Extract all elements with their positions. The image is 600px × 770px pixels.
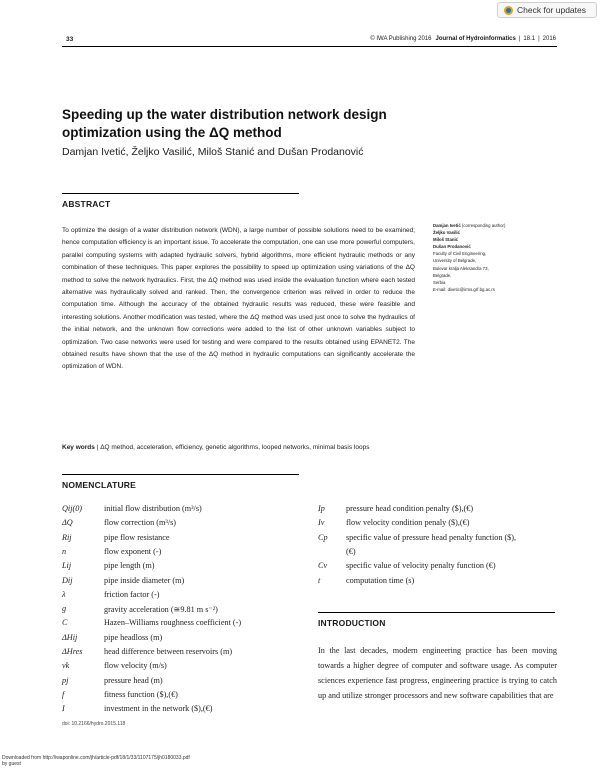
nomenclature-symbol: Cv: [318, 561, 328, 571]
doi: doi: 10.2166/hydro.2015.118: [62, 721, 126, 727]
affiliation-line: University of Belgrade,: [433, 258, 477, 264]
nomenclature-definition: friction factor (-): [104, 589, 160, 599]
nomenclature-definition: fitness function ($),(€): [104, 689, 178, 699]
footer-line-2: by guest: [2, 761, 21, 767]
nomenclature-definition: head difference between reservoirs (m): [104, 647, 233, 656]
affiliation-line: Bulevar kralja Aleksandra 73,: [433, 265, 489, 271]
affiliation-line: Željko Vasilić: [433, 230, 460, 236]
nomenclature-definition: specific value of pressure head penalty function ($),: [346, 532, 517, 542]
abstract-heading: ABSTRACT: [62, 199, 111, 209]
nomenclature-symbol: n: [62, 546, 67, 556]
journal-name: Journal of Hydroinformatics: [435, 36, 516, 42]
nomenclature-symbol: f: [62, 689, 65, 699]
nomenclature-right-column: [318, 504, 558, 604]
nomenclature-definition: flow velocity (m/s): [104, 661, 167, 671]
nomenclature-definition: gravity acceleration (≅9.81 m s⁻²): [104, 605, 218, 615]
nomenclature-symbol: vk: [62, 661, 70, 671]
nomenclature-symbol: Cp: [318, 532, 328, 542]
nomenclature-symbol: C: [62, 618, 68, 628]
nomenclature-symbol: pj: [62, 675, 69, 685]
nomenclature-definition: flow correction (m³/s): [104, 518, 177, 528]
nomenclature-definition: Hazen–Williams roughness coefficient (-): [104, 618, 242, 628]
nomenclature-symbol: Rij: [62, 532, 72, 542]
affiliation-line: Belgrade,: [433, 272, 452, 278]
nomenclature-definition: specific value of velocity penalty function (€): [346, 561, 496, 571]
affiliation-line: Miloš Stanić: [433, 237, 459, 243]
article-title: Speeding up the water distribution network design optimization using the ΔQ method: [62, 107, 387, 140]
keywords: Key words | ΔQ method, acceleration, efficiency, genetic algorithms, looped networks, minimal basis loops: [62, 444, 370, 451]
abstract-rule: [62, 193, 299, 194]
nomenclature-definition: flow velocity condition penaly ($),(€): [346, 518, 470, 528]
volume-issue: 18.1: [523, 36, 536, 42]
page-number: 33: [66, 36, 74, 43]
nomenclature-symbol: Lij: [62, 561, 72, 571]
author-affiliation: [433, 222, 568, 293]
nomenclature-heading: NOMENCLATURE: [62, 480, 137, 490]
copyright: © IWA Publishing 2016: [370, 36, 432, 42]
introduction-text: In the last decades, modern engineering practice has been moving towards a higher degree of computer and software usage. As computer sciences experience fast progress, engineering practice is trying to catch up and utilize stronger processors and new software capabilities that are: [318, 646, 557, 700]
nomenclature-symbol: ΔQ: [62, 518, 73, 528]
nomenclature-definition: pressure head condition penalty ($),(€): [346, 504, 474, 513]
affiliation-line: Dušan Prodanović: [433, 244, 471, 250]
nomenclature-symbol: λ: [62, 589, 66, 599]
introduction-rule: [318, 612, 555, 613]
crossmark-icon: [504, 6, 513, 15]
nomenclature-definition: computation time (s): [346, 575, 415, 585]
nomenclature-symbol: Ip: [318, 504, 325, 513]
nomenclature-definition: pipe length (m): [104, 561, 155, 571]
nomenclature-rule: [62, 474, 299, 475]
nomenclature-symbol: ΔHres: [62, 647, 83, 656]
download-footer: [2, 755, 190, 767]
nomenclature-symbol: Qij(0): [62, 504, 83, 513]
article-authors: Damjan Ivetić, Željko Vasilić, Miloš Stanić and Dušan Prodanović: [62, 146, 364, 158]
nomenclature-symbol: g: [62, 604, 67, 614]
affiliation-line: Faculty of Civil Engineering,: [433, 251, 487, 257]
nomenclature-symbol: Iv: [318, 518, 325, 528]
introduction-heading: INTRODUCTION: [318, 618, 386, 628]
nomenclature-definition: pipe flow resistance: [104, 532, 170, 542]
check-for-updates-button[interactable]: [497, 2, 597, 18]
affiliation-line: Damjan Ivetić (corresponding author): [433, 223, 506, 228]
nomenclature-definition: pipe inside diameter (m): [104, 575, 185, 585]
nomenclature-left-column: [62, 504, 302, 724]
nomenclature-definition: pressure head (m): [104, 675, 163, 685]
abstract-text: To optimize the design of a water distribution network (WDN), a large number of possible solutions need to be examined; hence computation efficiency is an important issue. To accelerate the computation, one can use more powerful computers, parallel computing systems with adapted hydraulic solvers, hybrid algorithms, more efficient hydraulic methods or any combination of these techniques. This paper explores the possibility to speed up optimization using variations of the ΔQ method to solve the network hydraulics. First, the ΔQ method was used inside the evaluation function where each tested alternative was hydraulically solved and ranked. Then, the convergence criterion was relived in order to reduce the computation time. Although the accuracy of the obtained hydraulic results was reduced, these were feasible and interesting solutions. Another modification was tested, where the ΔQ method was used just once to solve the hydraulics of the initial network, and the unknown flow corrections were added to the list of other unknown variables subject to optimization. Two case networks were used for testing and were compared to the results obtained using EPANET2. The obtained results have shown that the use of the ΔQ method in hydraulic computations can significantly accelerate the optimization of WDN.: [62, 227, 415, 371]
nomenclature-definition: (€): [346, 546, 356, 556]
check-for-updates-label: Check for updates: [517, 5, 586, 15]
footer-line-1: Downloaded from http://iwaponline.com/jh/article-pdf/18/1/33/1107175/jh0180033.pdf: [2, 755, 190, 761]
running-head: © IWA Publishing 2016 Journal of Hydroinformatics | 18.1 | 2016: [370, 36, 556, 42]
year: 2016: [542, 36, 556, 42]
nomenclature-definition: initial flow distribution (m³/s): [104, 504, 202, 513]
nomenclature-definition: flow exponent (-): [104, 546, 162, 556]
nomenclature-definition: investment in the network ($),(€): [104, 704, 213, 714]
nomenclature-definition: pipe headloss (m): [104, 632, 163, 642]
affiliation-line: E-mail: divetic@irms.grf.bg.ac.rs: [433, 286, 495, 292]
header-rule: [62, 46, 557, 47]
nomenclature-symbol: t: [318, 575, 321, 585]
nomenclature-symbol: Dij: [62, 575, 73, 585]
nomenclature-symbol: ΔHij: [62, 632, 78, 642]
affiliation-line: Serbia: [433, 279, 446, 285]
keywords-list: ΔQ method, acceleration, efficiency, genetic algorithms, looped networks, minimal basis loops: [100, 444, 370, 451]
keywords-label: Key words: [62, 444, 95, 451]
nomenclature-symbol: I: [62, 704, 65, 714]
